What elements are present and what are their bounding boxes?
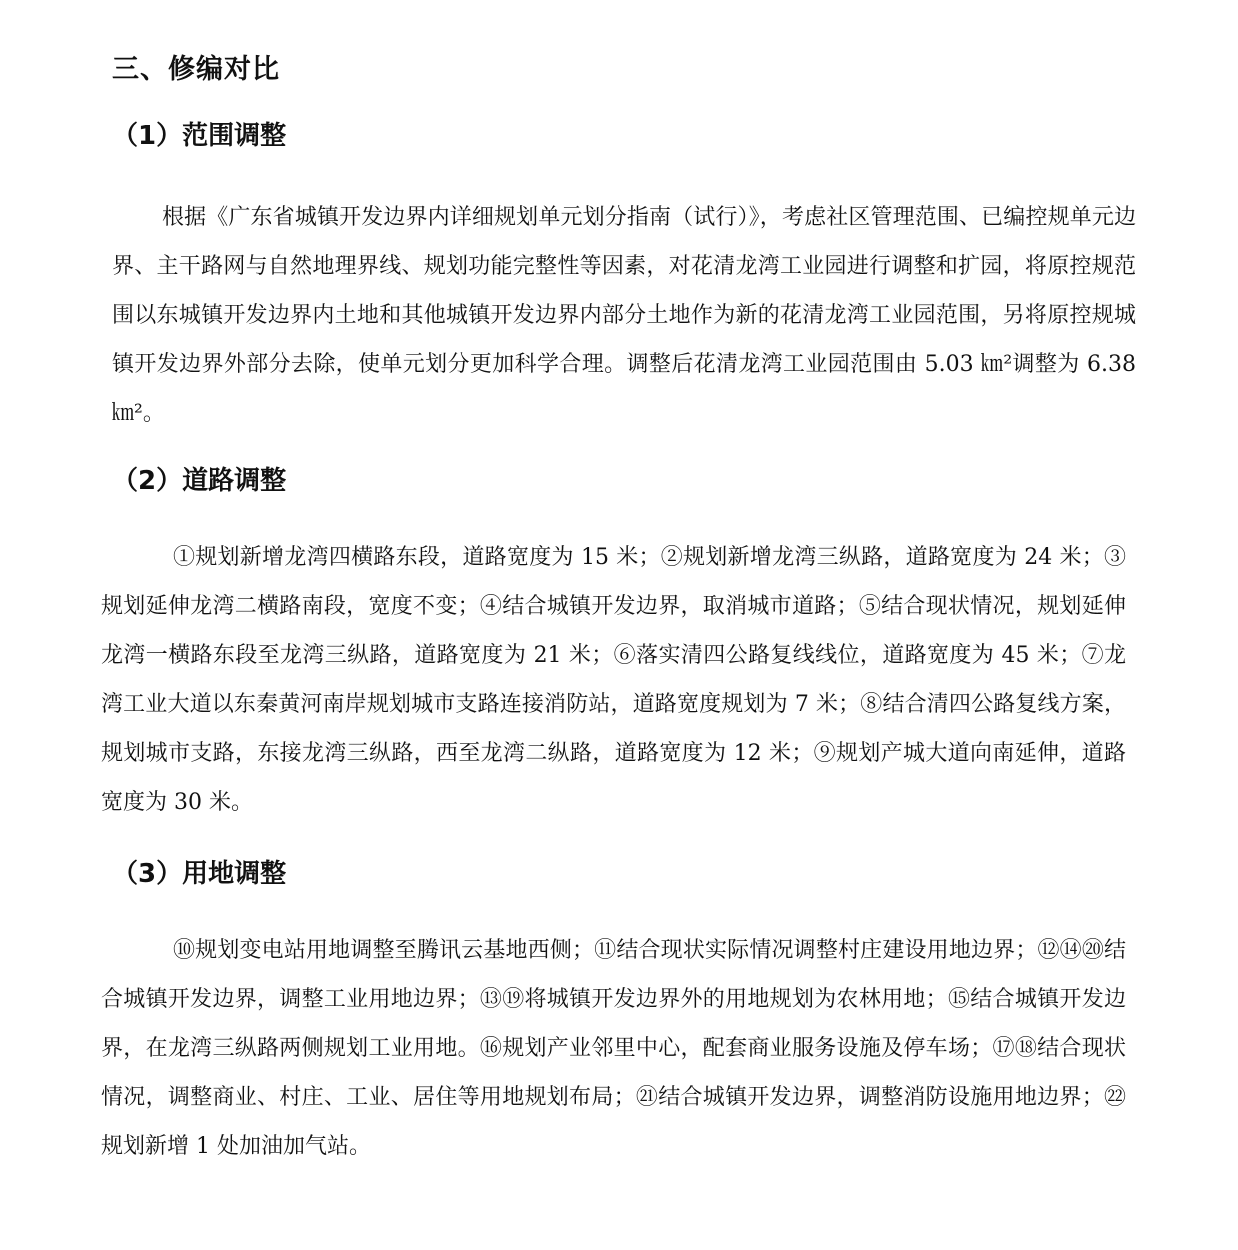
subsection-heading-land-use: （3）用地调整 (112, 859, 287, 889)
subsection-heading-scope: （1）范围调整 (112, 121, 287, 151)
paragraph-scope-adjustment: 根据《广东省城镇开发边界内详细规划单元划分指南（试行）》，考虑社区管理范围、已编控规单元边界、主干路网与自然地理界线、规划功能完整性等因素，对花清龙湾工业园进行调整和扩园，将原控规范围以东城镇开发边界内土地和其他城镇开发边界内部分土地作为新的花清龙湾工业园范围，另将原控规城镇开发边界外部分去除，使单元划分更加科学合理。调整后花清龙湾工业园范围由 5.03 ㎞²调整为 6.38 ㎞²。 (112, 205, 1136, 426)
subsection-heading-roads: （2）道路调整 (112, 466, 287, 496)
paragraph-land-use-adjustment: ⑩规划变电站用地调整至腾讯云基地西侧；⑪结合现状实际情况调整村庄建设用地边界；⑫⑭⑳结合城镇开发边界，调整工业用地边界；⑬⑲将城镇开发边界外的用地规划为农林用地；⑮结合城镇开发边界，在龙湾三纵路两侧规划工业用地。⑯规划产业邻里中心，配套商业服务设施及停车场；⑰⑱结合现状情况，调整商业、村庄、工业、居住等用地规划布局；㉑结合城镇开发边界，调整消防设施用地边界；㉒规划新增 1 处加油加气站。 (101, 938, 1126, 1159)
paragraph-road-adjustment: ①规划新增龙湾四横路东段，道路宽度为 15 米；②规划新增龙湾三纵路，道路宽度为 24 米；③规划延伸龙湾二横路南段，宽度不变；④结合城镇开发边界，取消城市道路；⑤结合现状情况，规划延伸龙湾一横路东段至龙湾三纵路，道路宽度为 21 米；⑥落实清四公路复线线位，道路宽度为 45 米；⑦龙湾工业大道以东秦黄河南岸规划城市支路连接消防站，道路宽度规划为 7 米；⑧结合清四公路复线方案，规划城市支路，东接龙湾三纵路，西至龙湾二纵路，道路宽度为 12 米；⑨规划产城大道向南延伸，道路宽度为 30 米。 (101, 545, 1126, 815)
section-title: 三、修编对比 (112, 54, 280, 85)
